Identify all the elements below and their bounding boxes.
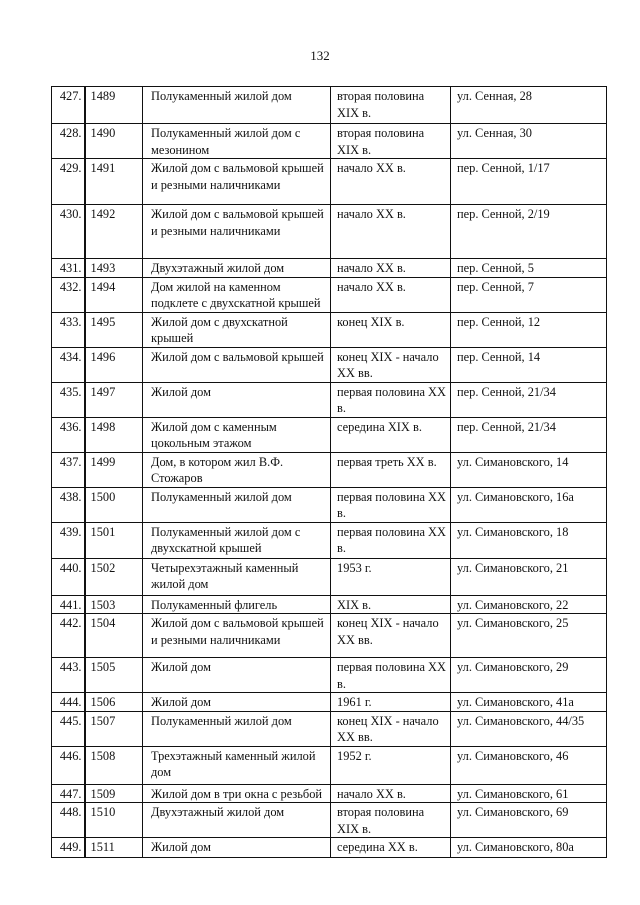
cell-object-name: Дом жилой на каменном подклете с двухскатной крышей [143, 277, 331, 312]
cell-row-number: 443. [52, 658, 85, 693]
cell-row-number: 427. [52, 87, 85, 124]
cell-address: пер. Сенной, 21/34 [451, 382, 607, 417]
cell-object-name: Жилой дом [143, 658, 331, 693]
table-row [52, 838, 607, 858]
cell-row-number: 449. [52, 838, 85, 858]
cell-registry-code: 1489 [85, 87, 143, 124]
cell-row-number: 431. [52, 259, 85, 278]
cell-dating: середина XX в. [331, 838, 451, 858]
cell-row-number: 436. [52, 417, 85, 452]
cell-dating: начало XX в. [331, 784, 451, 803]
cell-object-name: Жилой дом с вальмовой крышей и резными наличниками [143, 614, 331, 658]
cell-row-number: 429. [52, 159, 85, 205]
cell-registry-code: 1493 [85, 259, 143, 278]
cell-dating: начало XX в. [331, 205, 451, 259]
table-row [52, 658, 607, 693]
cell-address: ул. Симановского, 18 [451, 522, 607, 558]
table-row [52, 452, 607, 487]
cell-row-number: 438. [52, 487, 85, 522]
cell-registry-code: 1511 [85, 838, 143, 858]
table-row [52, 614, 607, 658]
cell-registry-code: 1499 [85, 452, 143, 487]
cell-registry-code: 1500 [85, 487, 143, 522]
cell-dating: первая половина XX в. [331, 382, 451, 417]
table-row [52, 159, 607, 205]
cell-registry-code: 1491 [85, 159, 143, 205]
cell-object-name: Полукаменный жилой дом с мезонином [143, 124, 331, 159]
cell-dating: первая половина XX в. [331, 658, 451, 693]
cell-dating: конец XIX - начало XX вв. [331, 347, 451, 382]
cell-address: пер. Сенной, 7 [451, 277, 607, 312]
cell-address: ул. Симановского, 16а [451, 487, 607, 522]
cell-dating: вторая половина XIX в. [331, 124, 451, 159]
cell-object-name: Полукаменный флигель [143, 595, 331, 614]
cell-object-name: Полукаменный жилой дом [143, 87, 331, 124]
cell-object-name: Четырехэтажный каменный жилой дом [143, 558, 331, 595]
cell-row-number: 439. [52, 522, 85, 558]
table-body [52, 87, 607, 858]
cell-object-name: Жилой дом с каменным цокольным этажом [143, 417, 331, 452]
cell-address: ул. Симановского, 21 [451, 558, 607, 595]
cell-dating: конец XIX - начало XX вв. [331, 711, 451, 746]
cell-address: ул. Симановского, 46 [451, 746, 607, 784]
cell-registry-code: 1490 [85, 124, 143, 159]
cell-dating: вторая половина XIX в. [331, 87, 451, 124]
table-row [52, 595, 607, 614]
table-row [52, 382, 607, 417]
table-row [52, 803, 607, 838]
cell-object-name: Двухэтажный жилой дом [143, 259, 331, 278]
cell-dating: 1953 г. [331, 558, 451, 595]
table-row [52, 205, 607, 259]
cell-row-number: 444. [52, 693, 85, 712]
cell-address: ул. Симановского, 44/35 [451, 711, 607, 746]
cell-row-number: 441. [52, 595, 85, 614]
cell-registry-code: 1497 [85, 382, 143, 417]
cell-object-name: Жилой дом с вальмовой крышей и резными наличниками [143, 159, 331, 205]
cell-registry-code: 1498 [85, 417, 143, 452]
table-row [52, 277, 607, 312]
cell-row-number: 437. [52, 452, 85, 487]
cell-row-number: 428. [52, 124, 85, 159]
cell-object-name: Двухэтажный жилой дом [143, 803, 331, 838]
cell-dating: первая половина XX в. [331, 522, 451, 558]
cell-object-name: Жилой дом [143, 693, 331, 712]
cell-address: ул. Симановского, 69 [451, 803, 607, 838]
cell-row-number: 440. [52, 558, 85, 595]
cell-dating: 1961 г. [331, 693, 451, 712]
cell-registry-code: 1502 [85, 558, 143, 595]
cell-object-name: Жилой дом с вальмовой крышей [143, 347, 331, 382]
cell-object-name: Жилой дом с двухскатной крышей [143, 312, 331, 347]
cell-address: ул. Симановского, 61 [451, 784, 607, 803]
cell-object-name: Жилой дом с вальмовой крышей и резными наличниками [143, 205, 331, 259]
cell-row-number: 446. [52, 746, 85, 784]
cell-dating: вторая половина XIX в. [331, 803, 451, 838]
cell-object-name: Жилой дом [143, 382, 331, 417]
cell-registry-code: 1504 [85, 614, 143, 658]
cell-registry-code: 1507 [85, 711, 143, 746]
cell-address: ул. Симановского, 29 [451, 658, 607, 693]
table-row [52, 711, 607, 746]
table-row [52, 259, 607, 278]
table-row [52, 746, 607, 784]
cell-dating: конец XIX - начало XX вв. [331, 614, 451, 658]
cell-registry-code: 1501 [85, 522, 143, 558]
cell-row-number: 433. [52, 312, 85, 347]
cell-registry-code: 1495 [85, 312, 143, 347]
table-row [52, 347, 607, 382]
cell-address: ул. Сенная, 28 [451, 87, 607, 124]
cell-address: пер. Сенной, 5 [451, 259, 607, 278]
cell-address: ул. Симановского, 14 [451, 452, 607, 487]
cell-dating: 1952 г. [331, 746, 451, 784]
cell-row-number: 445. [52, 711, 85, 746]
cell-address: ул. Симановского, 25 [451, 614, 607, 658]
cell-address: ул. Сенная, 30 [451, 124, 607, 159]
cell-dating: начало XX в. [331, 277, 451, 312]
cell-dating: начало XX в. [331, 259, 451, 278]
cell-object-name: Жилой дом в три окна с резьбой [143, 784, 331, 803]
table-row [52, 417, 607, 452]
cell-object-name: Полукаменный жилой дом [143, 487, 331, 522]
table-row [52, 522, 607, 558]
cell-row-number: 434. [52, 347, 85, 382]
cell-registry-code: 1503 [85, 595, 143, 614]
table-row [52, 784, 607, 803]
page-number: 132 [310, 48, 330, 63]
cell-registry-code: 1496 [85, 347, 143, 382]
cell-registry-code: 1506 [85, 693, 143, 712]
cell-address: пер. Сенной, 1/17 [451, 159, 607, 205]
cell-dating: середина XIX в. [331, 417, 451, 452]
cell-row-number: 430. [52, 205, 85, 259]
cell-row-number: 432. [52, 277, 85, 312]
cell-object-name: Полукаменный жилой дом [143, 711, 331, 746]
cell-dating: начало XX в. [331, 159, 451, 205]
cell-registry-code: 1509 [85, 784, 143, 803]
table-row [52, 487, 607, 522]
cell-registry-code: 1508 [85, 746, 143, 784]
cell-address: ул. Симановского, 22 [451, 595, 607, 614]
cell-address: пер. Сенной, 2/19 [451, 205, 607, 259]
cell-address: пер. Сенной, 14 [451, 347, 607, 382]
cell-row-number: 448. [52, 803, 85, 838]
cell-object-name: Полукаменный жилой дом с двухскатной крышей [143, 522, 331, 558]
cell-registry-code: 1492 [85, 205, 143, 259]
cell-registry-code: 1494 [85, 277, 143, 312]
cell-address: пер. Сенной, 21/34 [451, 417, 607, 452]
cell-object-name: Жилой дом [143, 838, 331, 858]
cell-row-number: 442. [52, 614, 85, 658]
cell-dating: XIX в. [331, 595, 451, 614]
cell-row-number: 435. [52, 382, 85, 417]
table-row [52, 558, 607, 595]
cell-object-name: Дом, в котором жил В.Ф. Стожаров [143, 452, 331, 487]
heritage-register-table [51, 86, 607, 858]
table-row [52, 87, 607, 124]
table-row [52, 124, 607, 159]
cell-row-number: 447. [52, 784, 85, 803]
cell-dating: конец XIX в. [331, 312, 451, 347]
cell-dating: первая треть XX в. [331, 452, 451, 487]
table-row [52, 693, 607, 712]
cell-dating: первая половина XX в. [331, 487, 451, 522]
cell-registry-code: 1510 [85, 803, 143, 838]
table-row [52, 312, 607, 347]
cell-address: пер. Сенной, 12 [451, 312, 607, 347]
cell-object-name: Трехэтажный каменный жилой дом [143, 746, 331, 784]
cell-address: ул. Симановского, 41а [451, 693, 607, 712]
cell-address: ул. Симановского, 80а [451, 838, 607, 858]
cell-registry-code: 1505 [85, 658, 143, 693]
